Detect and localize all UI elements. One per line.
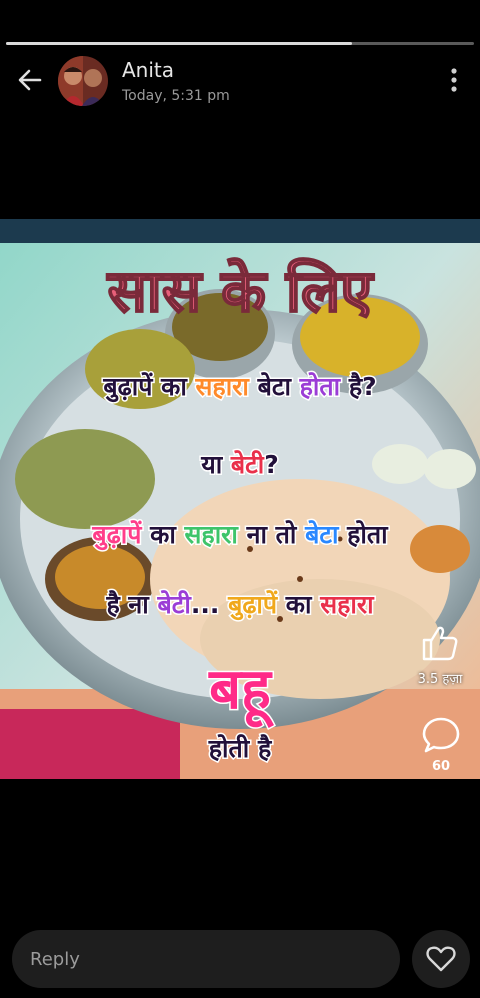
- post-highlight-word: बहू: [209, 657, 271, 722]
- image-top-border: [0, 219, 480, 243]
- back-arrow-icon[interactable]: [14, 66, 46, 94]
- line4-part: बुढ़ापें: [228, 590, 278, 619]
- comment-bubble-icon[interactable]: [420, 715, 462, 755]
- post-line-1: [0, 369, 480, 403]
- line4-part: बेटी: [157, 590, 191, 619]
- like-button[interactable]: [412, 930, 470, 988]
- line3-part: बुढ़ापें: [92, 520, 142, 549]
- line1-part: बुढ़ापें: [103, 372, 153, 401]
- line1-part: है?: [340, 372, 377, 401]
- line2-part: ?: [264, 450, 279, 479]
- more-vert-icon[interactable]: [440, 64, 468, 96]
- line3-part: का: [141, 520, 185, 549]
- heart-icon: [412, 930, 470, 988]
- status-progress-fill: [6, 42, 352, 45]
- line1-part: बेटा: [248, 372, 300, 401]
- like-count: 3.5 हज़ा: [417, 672, 463, 687]
- line1-part: सहारा: [195, 372, 249, 401]
- thumbs-up-icon[interactable]: [420, 623, 460, 663]
- status-image[interactable]: [0, 219, 480, 779]
- comment-count: 60: [431, 759, 451, 774]
- post-line-4: [0, 587, 480, 621]
- post-line-3: [0, 517, 480, 551]
- line1-part: होता: [299, 372, 341, 401]
- status-progress-track: [6, 42, 474, 45]
- post-line-final: होती है: [208, 734, 272, 763]
- line2-part: बेटी: [230, 450, 265, 479]
- line4-part: सहारा: [320, 590, 374, 619]
- post-line-2: [0, 447, 480, 481]
- line3-part: होता: [338, 520, 388, 549]
- line4-part: है ना: [106, 590, 158, 619]
- post-timestamp: Today, 5:31 pm: [122, 88, 230, 104]
- line4-part: ...: [190, 590, 229, 619]
- line3-part: बेटा: [305, 520, 339, 549]
- line3-part: ना तो: [237, 520, 306, 549]
- line2-part: या: [201, 450, 231, 479]
- reply-input[interactable]: Reply: [12, 930, 400, 988]
- line1-part: का: [152, 372, 196, 401]
- line3-part: सहारा: [184, 520, 238, 549]
- line4-part: का: [277, 590, 321, 619]
- user-name[interactable]: Anita: [122, 58, 175, 82]
- post-title: सास के लिए: [107, 257, 373, 325]
- avatar[interactable]: [58, 56, 108, 106]
